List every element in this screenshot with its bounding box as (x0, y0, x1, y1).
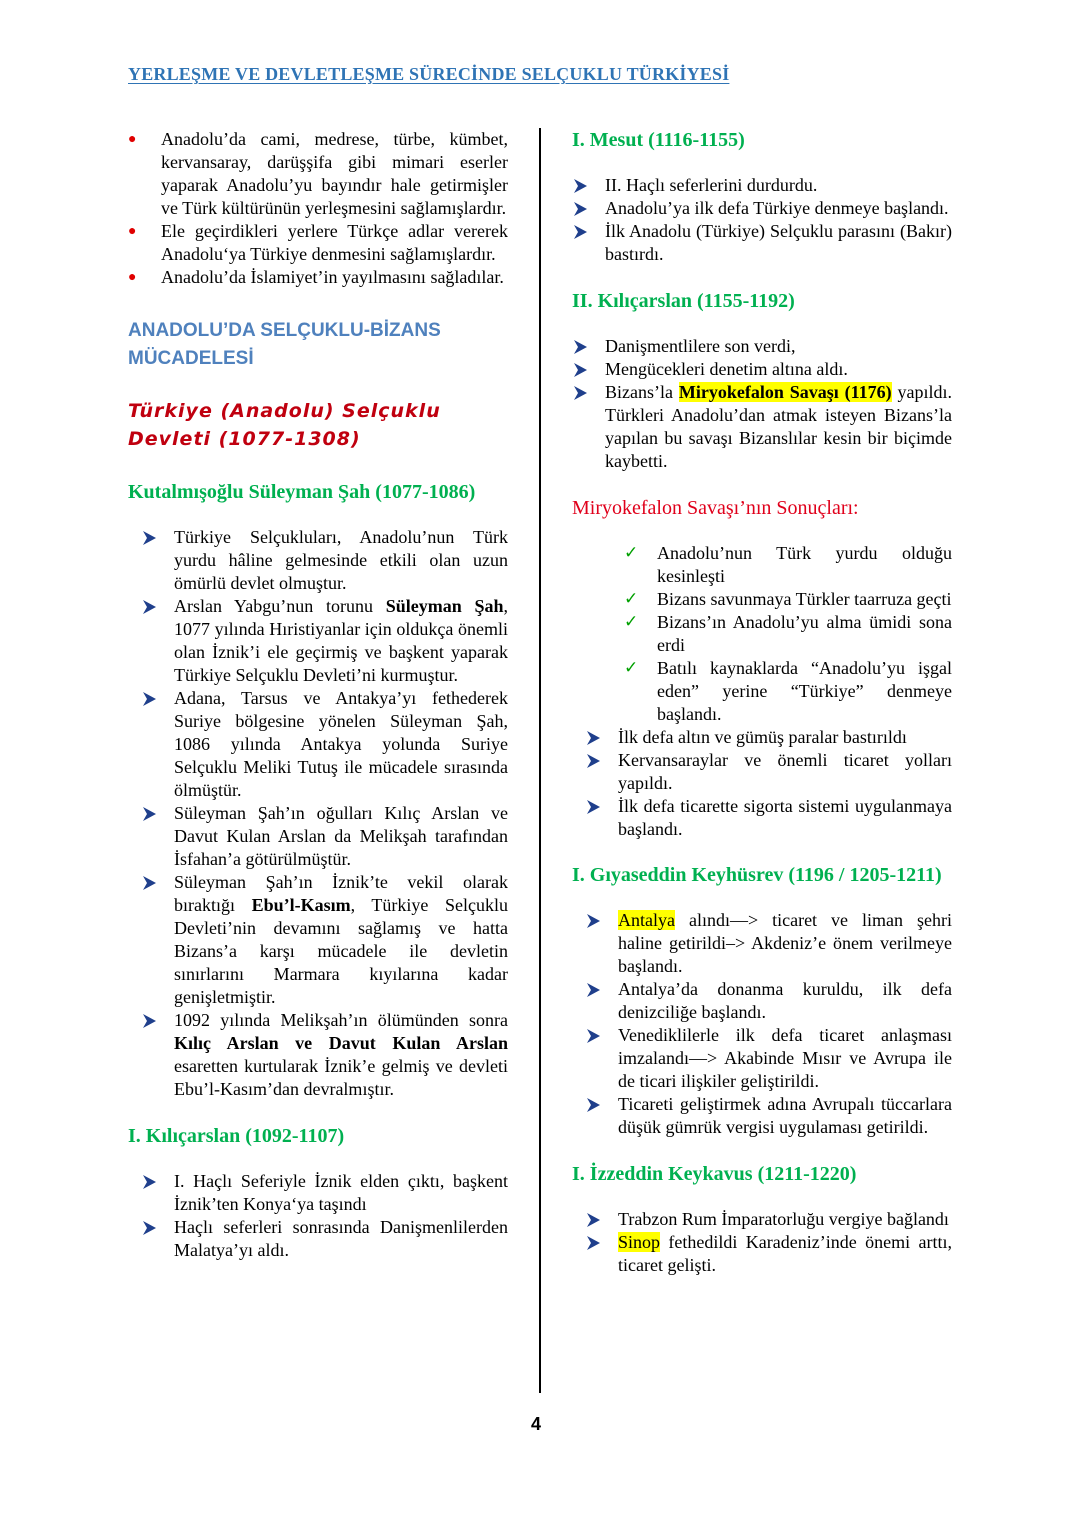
bullet-text: Arslan Yabgu’nun torunu (174, 596, 386, 616)
bullet-text: Mengücekleri denetim altına aldı. (605, 359, 848, 379)
right-column (572, 128, 952, 1277)
bold-name: Ebu’l-Kasım (251, 895, 351, 915)
arrowhead-icon (141, 875, 157, 891)
bullet-text: Süleyman Şah’ın İznik’te vekil olarak bıraktığı (174, 872, 508, 915)
list-item (572, 335, 952, 358)
list-item (585, 1231, 952, 1277)
arrowhead-icon (585, 1212, 601, 1228)
list-item (141, 802, 508, 871)
list-item (141, 687, 508, 802)
arrowhead-icon (572, 178, 588, 194)
keyhusrev-heading: I. Gıyaseddin Keyhüsrev (1196 / 1205-1211) (572, 864, 942, 886)
list-item (585, 1208, 952, 1231)
list-item (585, 726, 952, 749)
left-column (128, 128, 508, 1262)
kilicarslan1-list (141, 1170, 508, 1262)
red-dot-icon: ● (128, 132, 137, 147)
bullet-text: Anadolu’da cami, medrese, türbe, kümbet, kervansaray, darüşşifa gibi mimari eserler yaparak Anadolu’yu bayındır hale getirmişler ve Türk kültürünün yerleşmesini sağlamışlardır. (161, 129, 508, 218)
list-item (585, 749, 952, 795)
arrowhead-icon (572, 385, 588, 401)
kilicarslan1-heading: I. Kılıçarslan (1092-1107) (128, 1125, 345, 1147)
keykavus-list (585, 1208, 952, 1277)
check-icon: ✓ (624, 658, 639, 678)
arrowhead-icon (141, 1013, 157, 1029)
list-item (585, 1024, 952, 1093)
bullet-text: Süleyman Şah’ın oğulları Kılıç Arslan ve Davut Kulan Arslan da Melikşah tarafından İsfahan’a götürülmüştür. (174, 803, 508, 869)
red-dot-icon: ● (128, 224, 137, 239)
arrowhead-icon (585, 1235, 601, 1251)
bold-name: Süleyman Şah (385, 596, 504, 616)
list-item (141, 871, 508, 1009)
bullet-text: Haçlı seferleri sonrasında Danişmenlilerden Malatya’yı aldı. (174, 1217, 508, 1260)
arrowhead-icon (141, 530, 157, 546)
highlighted-text: Antalya (618, 910, 675, 930)
bullet-text: Anadolu’ya ilk defa Türkiye denmeye başlandı. (605, 198, 949, 218)
list-item (572, 381, 952, 473)
section-heading-line: ANADOLU’DA SELÇUKLU-BİZANS (128, 320, 441, 341)
arrowhead-icon (572, 339, 588, 355)
list-item (141, 1170, 508, 1216)
bullet-text: Batılı kaynaklarda “Anadolu’yu işgal eden” yerine “Türkiye” denmeye başlandı. (657, 658, 952, 724)
arrowhead-icon (585, 1028, 601, 1044)
bullet-text: yapıldı. Türkleri Anadolu’dan atmak isteyen Bizans’la yapılan bu savaşı Bizanslılar kesin bir biçimde kaybetti. (605, 382, 952, 471)
list-item (128, 266, 508, 289)
bullet-text: Ticareti geliştirmek adına Avrupalı tüccarlara düşük gümrük vergisi uygulaması getirildi. (618, 1094, 952, 1137)
kilicarslan2-list (572, 335, 952, 473)
bullet-text: Anadolu’da İslamiyet’in yayılmasını sağladılar. (161, 267, 504, 287)
page-header-title: YERLEŞME VE DEVLETLEŞME SÜRECİNDE SELÇUKLU TÜRKİYESİ (128, 64, 730, 84)
check-icon: ✓ (624, 543, 639, 563)
state-heading-line: Devleti (1077-1308) (128, 428, 361, 450)
list-item (572, 220, 952, 266)
highlighted-text: Sinop (618, 1232, 661, 1252)
keyhusrev-list (585, 909, 952, 1139)
bullet-text: Danişmentlilere son verdi, (605, 336, 796, 356)
list-item (572, 174, 952, 197)
highlighted-text: Miryokefalon Savaşı (1176) (678, 382, 892, 402)
list-item (624, 611, 952, 657)
bullet-text: , 1077 yılında Hıristiyanlar için oldukça önemli olan İznik’i ele geçirmiş ve başkent yaparak Türkiye Selçuklu Devleti’ni kurmuştur. (174, 596, 508, 685)
arrowhead-icon (585, 1097, 601, 1113)
suleyman-heading: Kutalmışoğlu Süleyman Şah (1077-1086) (128, 481, 476, 503)
list-item (624, 657, 952, 726)
list-item (141, 1009, 508, 1101)
arrowhead-icon (572, 362, 588, 378)
kilicarslan2-heading: II. Kılıçarslan (1155-1192) (572, 290, 795, 312)
miryokefalon-arrow-list (585, 726, 952, 841)
bullet-text: Bizans’la (605, 382, 679, 402)
arrowhead-icon (585, 913, 601, 929)
check-icon: ✓ (624, 589, 639, 609)
list-item (572, 358, 952, 381)
state-heading-line: Türkiye (Anadolu) Selçuklu (128, 400, 441, 422)
bullet-text: İlk Anadolu (Türkiye) Selçuklu parasını (Bakır) bastırdı. (605, 221, 952, 264)
bullet-text: Trabzon Rum İmparatorluğu vergiye bağlandı (618, 1209, 949, 1229)
list-item (585, 795, 952, 841)
bullet-text: Venediklilerle ilk defa ticaret anlaşması imzalandı—> Akabinde Mısır ve Avrupa ile de ticari ilişkiler geliştirildi. (618, 1025, 952, 1091)
bullet-text: , Türkiye Selçuklu Devleti’nin devamını sağlamış ve hatta Bizans’a karşı mücadele ile devletin sınırlarını Marmara kıyılarına kadar genişletmiştir. (174, 895, 508, 1007)
bullet-text: Türkiye Selçukluları, Anadolu’nun Türk yurdu hâline gelmesinde etkili olan uzun ömürlü devlet olmuştur. (174, 527, 508, 593)
bullet-text: 1092 yılında Melikşah’ın ölümünden sonra (174, 1010, 508, 1030)
arrowhead-icon (585, 753, 601, 769)
bold-name: Kılıç Arslan ve Davut Kulan Arslan (174, 1033, 508, 1053)
bullet-text: İlk defa altın ve gümüş paralar bastırıldı (618, 727, 907, 747)
list-item (585, 978, 952, 1024)
list-item (128, 220, 508, 266)
list-item (572, 197, 952, 220)
mesut-heading: I. Mesut (1116-1155) (572, 129, 745, 151)
miryokefalon-check-list (624, 542, 952, 726)
bullet-text: Anadolu’nun Türk yurdu olduğu kesinleşti (657, 543, 952, 586)
arrowhead-icon (585, 730, 601, 746)
arrowhead-icon (572, 224, 588, 240)
red-dot-icon: ● (128, 270, 137, 285)
bullet-text: fethedildi Karadeniz’inde önemi arttı, ticaret gelişti. (618, 1232, 952, 1275)
check-icon: ✓ (624, 612, 639, 632)
keykavus-heading: I. İzzeddin Keykavus (1211-1220) (572, 1163, 857, 1185)
page-number: 4 (531, 1414, 542, 1434)
column-divider (539, 128, 541, 1393)
arrowhead-icon (141, 1174, 157, 1190)
arrowhead-icon (141, 599, 157, 615)
bullet-text: alındı—> ticaret ve liman şehri haline getirildi–> Akdeniz’e önem verilmeye başlandı. (618, 910, 952, 976)
section-heading-line: MÜCADELESİ (128, 348, 254, 369)
list-item (624, 542, 952, 588)
miryokefalon-heading: Miryokefalon Savaşı’nın Sonuçları: (572, 497, 859, 519)
list-item (624, 588, 952, 611)
bullet-text: Adana, Tarsus ve Antakya’yı fethederek Suriye bölgesine yönelen Süleyman Şah, 1086 yılında Antakya yolunda Suriye Selçuklu Meliki Tutuş ile mücadele sırasında ölmüştür. (174, 688, 508, 800)
suleyman-list (141, 526, 508, 1101)
bullet-text: İlk defa ticarette sigorta sistemi uygulanmaya başlandı. (618, 796, 952, 839)
bullet-text: Antalya’da donanma kuruldu, ilk defa denizciliğe başlandı. (618, 979, 952, 1022)
bullet-text: Bizans’ın Anadolu’yu alma ümidi sona erdi (657, 612, 952, 655)
mesut-list (572, 174, 952, 266)
bullet-text: Bizans savunmaya Türkler taarruza geçti (657, 589, 952, 609)
bullet-text: Kervansaraylar ve önemli ticaret yolları yapıldı. (618, 750, 952, 793)
state-heading (128, 397, 508, 453)
intro-bullet-list (128, 128, 508, 289)
list-item (141, 1216, 508, 1262)
arrowhead-icon (572, 201, 588, 217)
section-heading (128, 317, 508, 373)
bullet-text: II. Haçlı seferlerini durdurdu. (605, 175, 818, 195)
bullet-text: esaretten kurtularak İznik’e gelmiş ve devleti Ebu’l-Kasım’dan devralmıştır. (174, 1056, 508, 1099)
bullet-text: Ele geçirdikleri yerlere Türkçe adlar vererek Anadolu‘ya Türkiye denmesini sağlamışlardır. (161, 221, 508, 264)
list-item (141, 526, 508, 595)
arrowhead-icon (585, 982, 601, 998)
list-item (141, 595, 508, 687)
arrowhead-icon (141, 806, 157, 822)
list-item (128, 128, 508, 220)
arrowhead-icon (141, 1220, 157, 1236)
list-item (585, 909, 952, 978)
list-item (585, 1093, 952, 1139)
bullet-text: I. Haçlı Seferiyle İznik elden çıktı, başkent İznik’ten Konya‘ya taşındı (174, 1171, 508, 1214)
arrowhead-icon (141, 691, 157, 707)
arrowhead-icon (585, 799, 601, 815)
